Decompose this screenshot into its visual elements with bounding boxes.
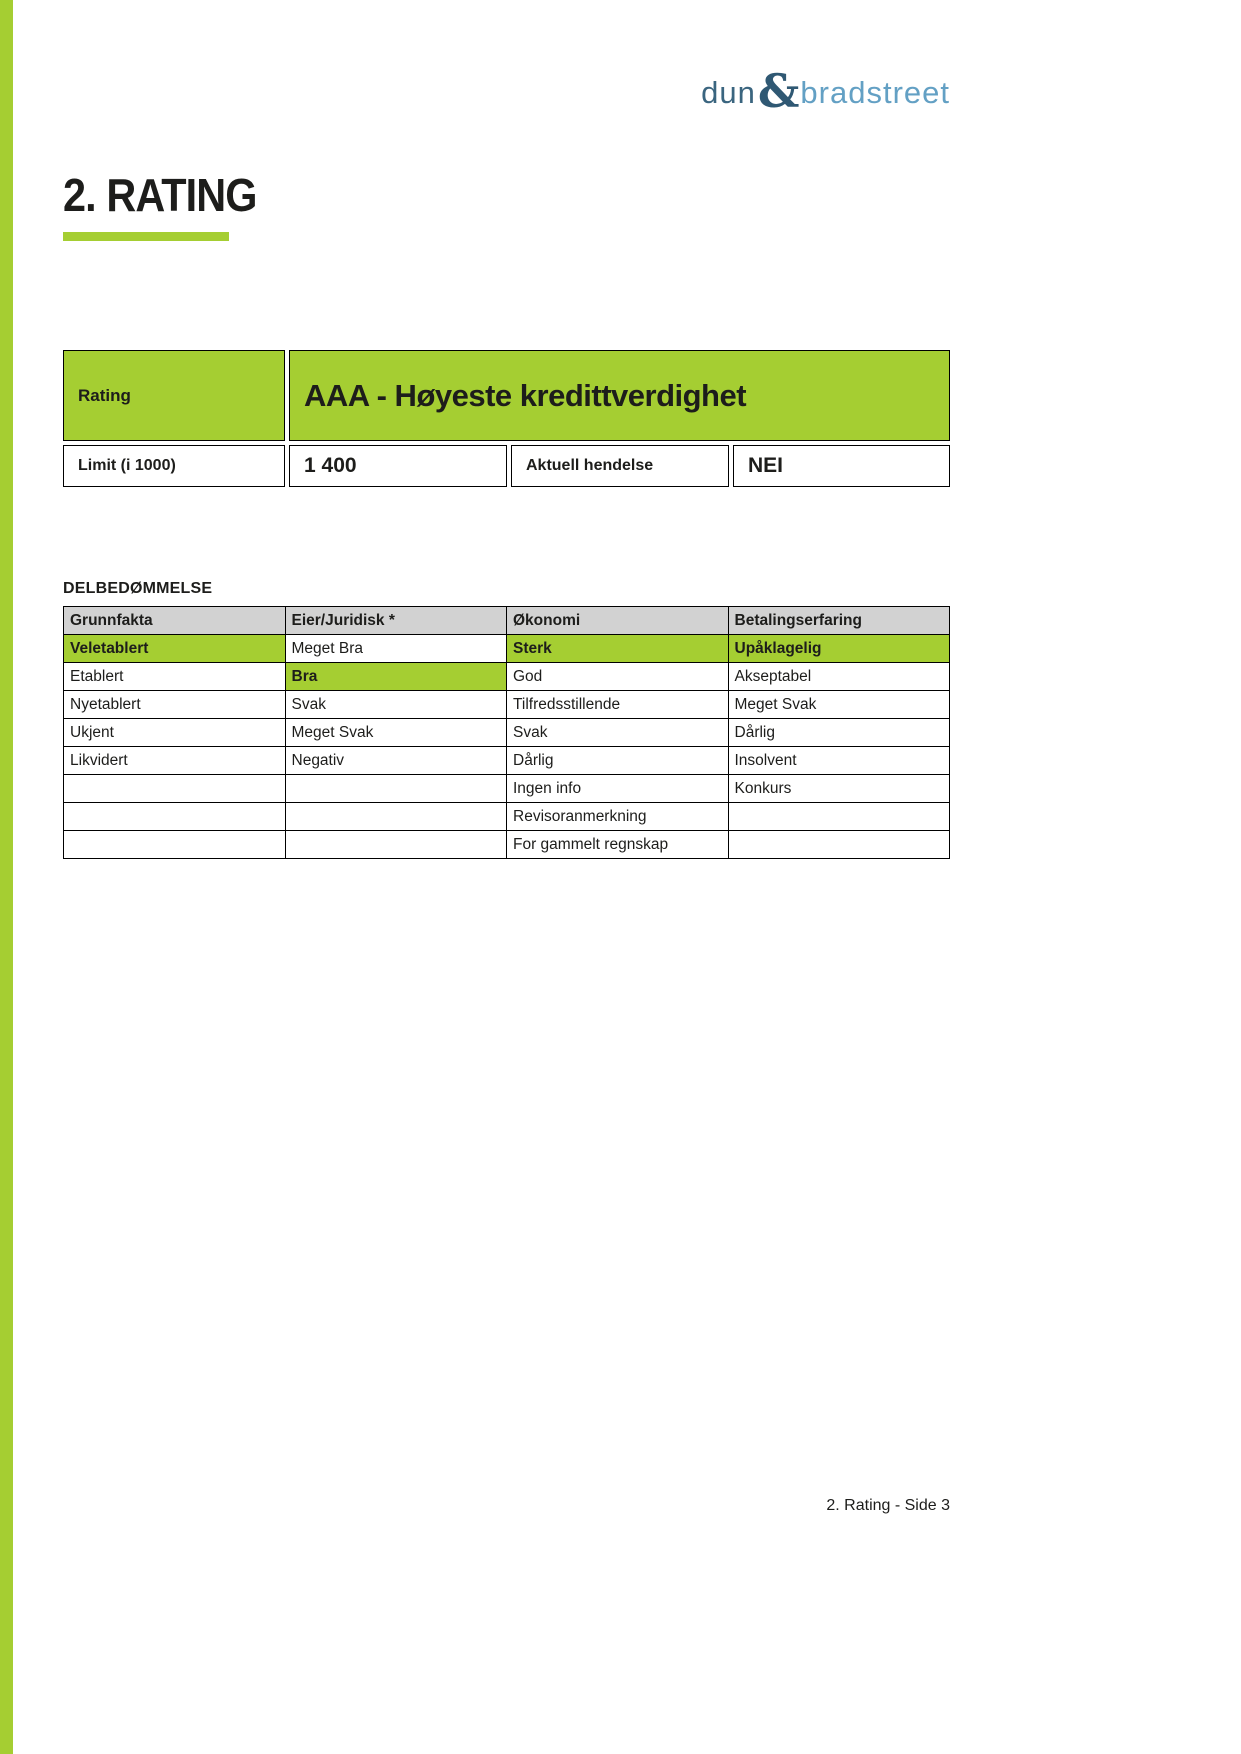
table-cell: Insolvent (728, 747, 950, 775)
rating-row-main (63, 350, 950, 441)
table-row (64, 747, 950, 775)
table-cell (64, 775, 286, 803)
logo-ampersand-icon: & (757, 64, 800, 118)
page-title: 2. RATING (63, 169, 257, 221)
table-cell: Meget Svak (285, 719, 507, 747)
table-cell: Likvidert (64, 747, 286, 775)
column-header-eier-juridisk: Eier/Juridisk * (285, 607, 507, 635)
table-cell: For gammelt regnskap (507, 831, 729, 859)
table-cell (64, 831, 286, 859)
table-cell (64, 803, 286, 831)
limit-label: Limit (i 1000) (63, 445, 285, 487)
column-header-okonomi: Økonomi (507, 607, 729, 635)
table-cell (285, 831, 507, 859)
title-accent-rule (63, 232, 229, 241)
logo-word-dun: dun (701, 75, 756, 110)
rating-label: Rating (63, 350, 285, 441)
table-header-row (64, 607, 950, 635)
table-cell (285, 803, 507, 831)
table-cell: Tilfredsstillende (507, 691, 729, 719)
table-cell: Ukjent (64, 719, 286, 747)
table-cell: Upåklagelig (728, 635, 950, 663)
left-accent-bar (0, 0, 13, 1754)
column-header-grunnfakta: Grunnfakta (64, 607, 286, 635)
table-cell: Dårlig (507, 747, 729, 775)
table-cell: Sterk (507, 635, 729, 663)
table-cell: Meget Svak (728, 691, 950, 719)
table-row (64, 803, 950, 831)
table-cell: Bra (285, 663, 507, 691)
rating-value: AAA - Høyeste kredittverdighet (289, 350, 950, 441)
table-row (64, 691, 950, 719)
table-cell: God (507, 663, 729, 691)
table-cell (728, 831, 950, 859)
table-row (64, 663, 950, 691)
table-cell: Akseptabel (728, 663, 950, 691)
table-cell: Ingen info (507, 775, 729, 803)
rating-summary-box (63, 350, 950, 487)
current-event-value: NEI (733, 445, 950, 487)
table-cell: Meget Bra (285, 635, 507, 663)
page-footer: 2. Rating - Side 3 (826, 1497, 950, 1514)
table-cell: Dårlig (728, 719, 950, 747)
table-cell (728, 803, 950, 831)
limit-value: 1 400 (289, 445, 507, 487)
table-cell: Svak (507, 719, 729, 747)
delbedommelse-table-body (64, 635, 950, 859)
table-cell: Nyetablert (64, 691, 286, 719)
table-cell: Svak (285, 691, 507, 719)
current-event-label: Aktuell hendelse (511, 445, 729, 487)
delbedommelse-table-head (64, 607, 950, 635)
rating-row-sub (63, 445, 950, 487)
table-row (64, 719, 950, 747)
logo-word-bradstreet: bradstreet (800, 75, 950, 110)
table-row (64, 635, 950, 663)
table-row (64, 831, 950, 859)
table-cell: Konkurs (728, 775, 950, 803)
table-cell: Veletablert (64, 635, 286, 663)
delbedommelse-title: DELBEDØMMELSE (63, 580, 213, 597)
dun-bradstreet-logo (701, 64, 950, 118)
table-cell: Negativ (285, 747, 507, 775)
table-cell (285, 775, 507, 803)
table-cell: Etablert (64, 663, 286, 691)
delbedommelse-table (63, 606, 950, 859)
table-row (64, 775, 950, 803)
table-cell: Revisoranmerkning (507, 803, 729, 831)
column-header-betalingserfaring: Betalingserfaring (728, 607, 950, 635)
